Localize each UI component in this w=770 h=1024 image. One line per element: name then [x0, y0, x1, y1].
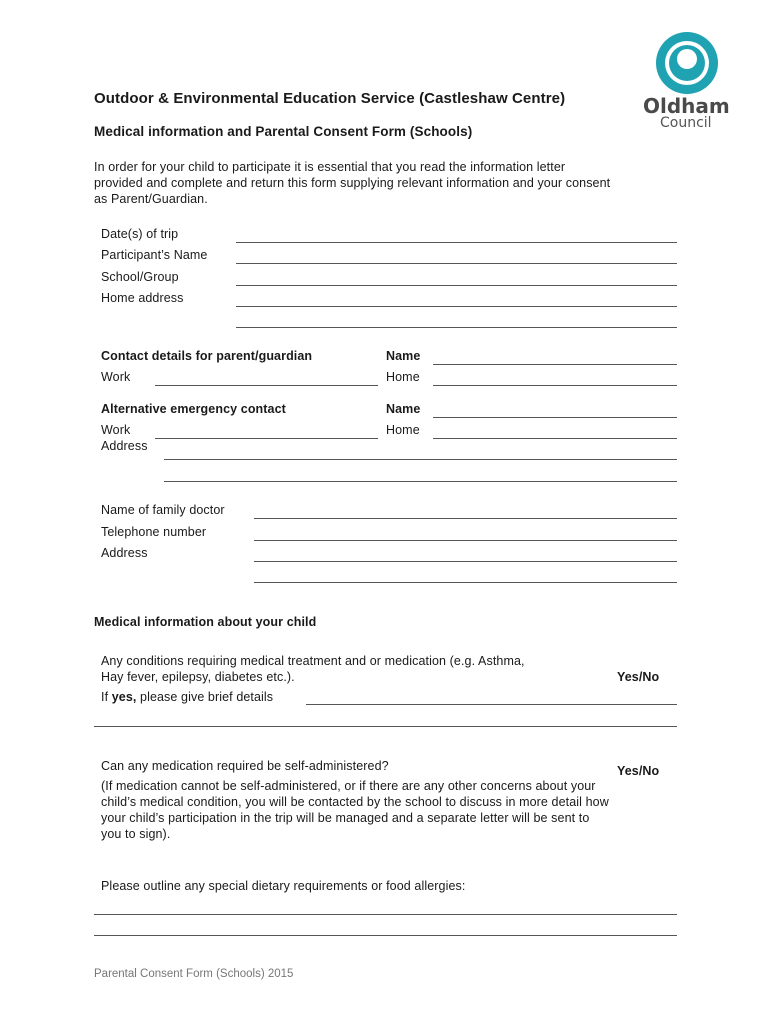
if-yes-bold: yes,: [111, 690, 137, 704]
yes-no-conditions[interactable]: Yes/No: [617, 670, 660, 684]
if-yes-prefix: If: [101, 690, 112, 704]
intro-paragraph: [94, 159, 610, 207]
doctor-address-label: Address: [101, 546, 148, 560]
parent-work-field[interactable]: [155, 385, 378, 386]
doctor-address-field[interactable]: [254, 561, 677, 562]
self-admin-question: Can any medication required be self-administered?: [101, 759, 389, 773]
dates-label: Date(s) of trip: [101, 227, 179, 241]
parent-name-label: Name: [386, 349, 421, 363]
oldham-logo-icon: [654, 30, 720, 96]
alt-address-field-2[interactable]: [164, 481, 677, 482]
alt-home-label: Home: [386, 423, 420, 437]
conditions-details-field[interactable]: [306, 704, 677, 705]
doctor-name-field[interactable]: [254, 518, 677, 519]
dietary-field[interactable]: [94, 914, 677, 915]
note-line: your child’s participation in the trip will be managed and a separate letter will be sent to: [101, 811, 590, 825]
if-yes-suffix: please give brief details: [136, 690, 274, 704]
logo-sub: Council: [660, 115, 712, 131]
participant-name-field[interactable]: [236, 263, 677, 264]
school-label: School/Group: [101, 270, 179, 284]
dietary-field-2[interactable]: [94, 935, 677, 936]
doctor-name-label: Name of family doctor: [101, 503, 225, 517]
form-subtitle: Medical information and Parental Consent Form (Schools): [94, 124, 473, 139]
note-line: child’s medical condition, you will be contacted by the school to discuss in more detail how: [101, 795, 609, 809]
doctor-phone-field[interactable]: [254, 540, 677, 541]
alt-work-label: Work: [101, 423, 131, 437]
conditions-details-field-2[interactable]: [94, 726, 677, 727]
home-address-field-2[interactable]: [236, 327, 677, 328]
conditions-text: Any conditions requiring medical treatment and or medication (e.g. Asthma,: [101, 654, 525, 668]
intro-line: In order for your child to participate it is essential that you read the information letter: [94, 160, 566, 174]
doctor-address-field-2[interactable]: [254, 582, 677, 583]
logo-name: Oldham: [643, 94, 730, 118]
intro-line: provided and complete and return this form supplying relevant information and your consent: [94, 176, 611, 190]
medication-note: [101, 778, 609, 842]
footer-text: Parental Consent Form (Schools) 2015: [94, 968, 294, 980]
note-line: you to sign).: [101, 827, 171, 841]
alt-address-field[interactable]: [164, 459, 677, 460]
dates-field[interactable]: [236, 242, 677, 243]
doctor-phone-label: Telephone number: [101, 525, 207, 539]
note-line: (If medication cannot be self-administered, or if there are any other concerns about your: [101, 779, 596, 793]
alt-name-field[interactable]: [433, 417, 677, 418]
home-address-field[interactable]: [236, 306, 677, 307]
participant-name-label: Participant’s Name: [101, 248, 208, 262]
parent-contact-heading: Contact details for parent/guardian: [101, 349, 313, 363]
yes-no-self-admin[interactable]: Yes/No: [617, 764, 660, 778]
alt-work-field[interactable]: [155, 438, 378, 439]
intro-line: as Parent/Guardian.: [94, 192, 208, 206]
medical-heading: Medical information about your child: [94, 615, 317, 629]
parent-name-field[interactable]: [433, 364, 677, 365]
alt-home-field[interactable]: [433, 438, 677, 439]
conditions-text: Hay fever, epilepsy, diabetes etc.).: [101, 670, 295, 684]
alt-contact-heading: Alternative emergency contact: [101, 402, 286, 416]
parent-home-label: Home: [386, 370, 420, 384]
school-field[interactable]: [236, 285, 677, 286]
document-title: Outdoor & Environmental Education Service (Castleshaw Centre): [94, 90, 566, 107]
home-address-label: Home address: [101, 291, 184, 305]
if-yes-label: [101, 690, 273, 704]
dietary-label: Please outline any special dietary requirements or food allergies:: [101, 879, 466, 893]
parent-home-field[interactable]: [433, 385, 677, 386]
alt-name-label: Name: [386, 402, 421, 416]
alt-address-label: Address: [101, 439, 148, 453]
parent-work-label: Work: [101, 370, 131, 384]
